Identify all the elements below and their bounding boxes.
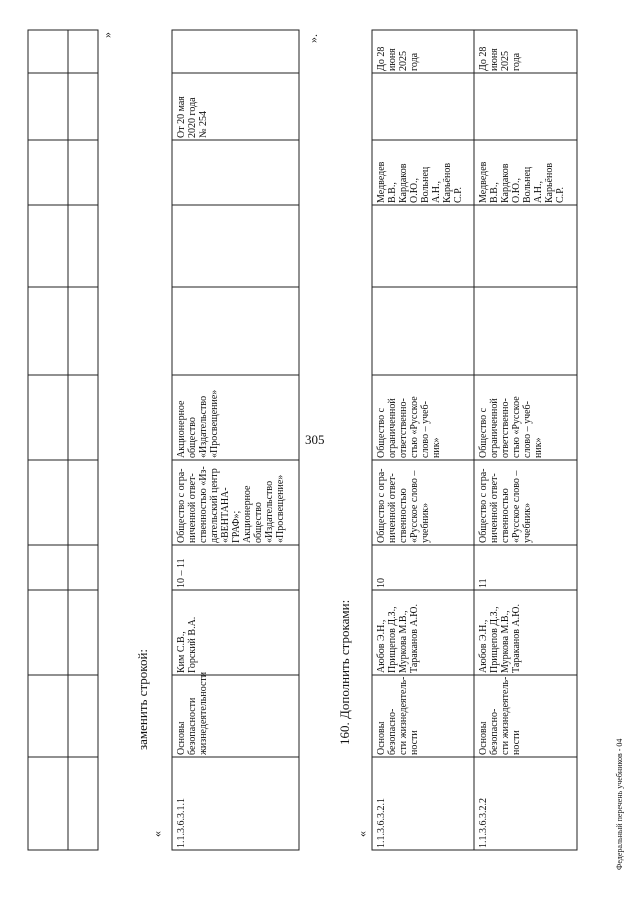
page-number: 305 <box>305 432 325 447</box>
empty-table-border <box>28 30 98 850</box>
cell-deadline: До 28 июня 2025 года <box>478 46 522 71</box>
cell-authors: Ким С.В., Горский В.А. <box>176 616 198 673</box>
cell-publisher: Общество с огра- ниченной ответ- ственностью «Из- дательский центр «ВЕНТАНА- ГРАФ»; Акционерное общество «Издательство «Просвещение» <box>176 466 286 543</box>
cell-experts: Медведев В.В., Кардаков О.Ю., Вольнец А.Н., Карьёнов С.Р. <box>478 161 566 203</box>
cell-grade: 11 <box>478 578 489 588</box>
cell-publisher: Общество с огра- ниченной ответ- ственностью «Русское слово – учебник» <box>376 468 431 543</box>
close-quote-replacement: ». <box>306 34 320 43</box>
close-quote-top: » <box>100 32 114 38</box>
cell-rights-holder: Общество с ограниченной ответственно- стью «Русское слово – учеб- ник» <box>478 396 544 458</box>
cell-code: 1.1.3.6.3.2.1 <box>376 798 387 848</box>
open-quote-replacement: « <box>150 831 164 837</box>
section-heading: 160. Дополнить строками: <box>337 599 352 745</box>
cell-code: 1.1.3.6.3.1.1 <box>176 798 187 848</box>
cell-rights-holder: Акционерное общество «Издательство «Просвещение» <box>176 389 220 458</box>
cell-deadline: До 28 июня 2025 года <box>376 46 420 71</box>
cell-grade: 10 <box>376 578 387 588</box>
cell-grade: 10 – 11 <box>176 558 187 588</box>
cell-subject: Основы безопасно- сти жизнедеятель- ности <box>376 676 420 755</box>
page-footer: Федеральный перечень учебников - 04 <box>615 738 624 870</box>
cell-rights-holder: Общество с ограниченной ответственно- стью «Русское слово – учеб- ник» <box>376 396 442 458</box>
replace-heading: заменить строкой: <box>135 648 150 750</box>
cell-subject: Основы безопасно- сти жизнедеятель- ности <box>478 676 522 755</box>
cell-publisher: Общество с огра- ниченной ответ- ственностью «Русское слово – учебник» <box>478 468 533 543</box>
cell-subject: Основы безопасности жизнедеятельности <box>176 671 209 755</box>
cell-experts: Медведев В.В., Кардаков О.Ю., Вольнец А.Н., Карьёнов С.Р. <box>376 161 464 203</box>
cell-authors: Аюбов Э.Н., Прищепов Д.З., Муркова М.В., Тараканов А.Ю. <box>376 604 420 673</box>
cell-authors: Аюбов Э.Н., Прищепов Д.З., Муркова М.В., Тараканов А.Ю. <box>478 604 522 673</box>
cell-code: 1.1.3.6.3.2.2 <box>478 798 489 848</box>
cell-order-date: От 20 мая 2020 года № 254 <box>176 96 209 138</box>
open-quote-new-rows: « <box>355 831 369 837</box>
